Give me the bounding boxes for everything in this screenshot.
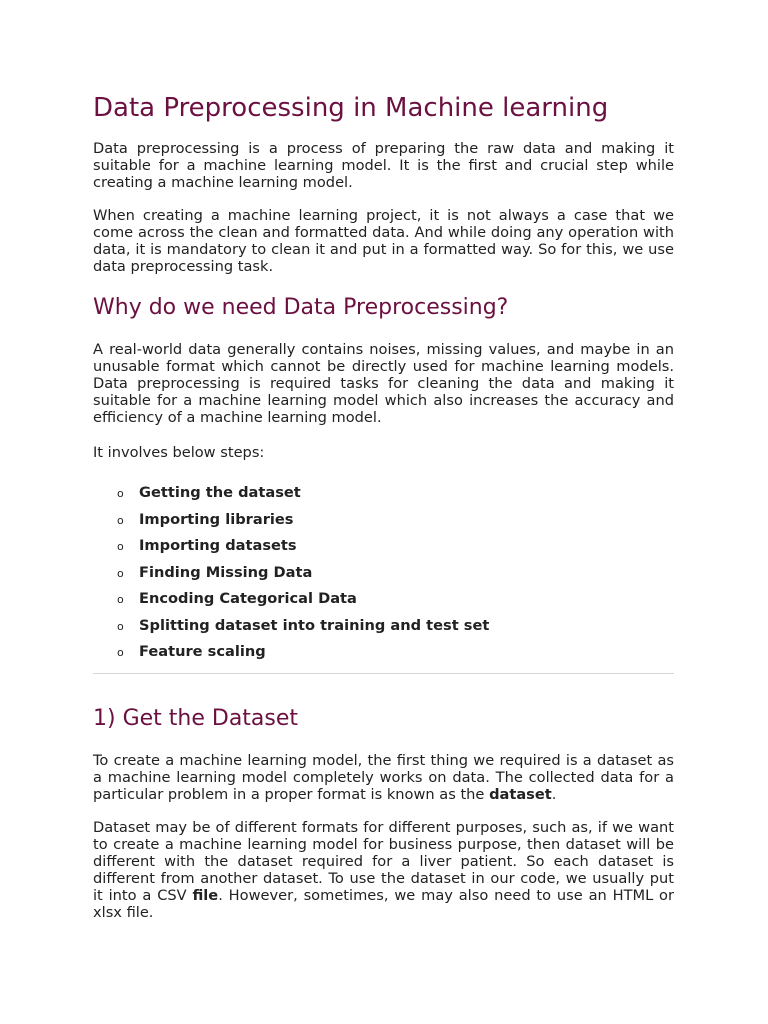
step-label: Splitting dataset into training and test set	[139, 616, 490, 634]
bullet-icon: o	[117, 646, 124, 659]
dataset-paragraph-1	[93, 752, 674, 803]
article	[93, 90, 674, 921]
intro-paragraph-2: When creating a machine learning project, it is not always a case that we come across the clean and formatted data. And while doing any operation with data, it is mandatory to clean it and put in a formatted way. So for this, we use data preprocessing task.	[93, 207, 674, 275]
step-label: Importing datasets	[139, 537, 297, 554]
bullet-icon: o	[117, 566, 124, 580]
bullet-icon: o	[117, 593, 124, 606]
list-item	[117, 511, 674, 538]
dataset-text-end: . However, sometimes, we may also need to use an HTML or xlsx file.	[93, 886, 674, 921]
step-label: Encoding Categorical Data	[139, 590, 357, 607]
intro-paragraph-1: Data preprocessing is a process of preparing the raw data and making it suitable for a machine learning model. It is the first and crucial step while creating a machine learning model.	[93, 140, 674, 191]
why-heading: Why do we need Data Preprocessing?	[93, 295, 509, 320]
get-dataset-heading: 1) Get the Dataset	[93, 705, 299, 731]
list-item	[117, 564, 674, 591]
page-title: Data Preprocessing in Machine learning	[93, 93, 609, 123]
dataset-text: To create a machine learning model, the first thing we required is a dataset as a machine learning model completely works on data. The collected data for a particular problem in a proper format is known as the	[93, 751, 674, 803]
step-label: Feature scaling	[139, 643, 266, 660]
dataset-text-end: .	[551, 785, 557, 803]
step-label: Finding Missing Data	[139, 563, 313, 581]
list-item	[117, 590, 674, 617]
dataset-text: Dataset may be of different formats for different purposes, such as, if we want to create a machine learning model for business purpose, then dataset will be different with the dataset required for a liver patient. So each dataset is different from another dataset. To use the dataset in our code, we usually put it into a CSV	[93, 818, 674, 904]
bullet-icon: o	[117, 513, 124, 527]
list-item	[117, 617, 674, 644]
step-label: Importing libraries	[139, 510, 294, 528]
steps-list	[93, 484, 674, 670]
list-item	[117, 484, 674, 511]
bullet-icon: o	[117, 619, 124, 633]
list-item	[117, 643, 674, 670]
dataset-term: dataset	[489, 785, 552, 803]
steps-intro: It involves below steps:	[93, 444, 265, 461]
file-term: file	[192, 886, 219, 904]
dataset-paragraph-2	[93, 819, 674, 921]
step-label: Getting the dataset	[139, 484, 301, 501]
section-divider	[93, 673, 674, 674]
why-paragraph: A real-world data generally contains noises, missing values, and maybe in an unusable format which cannot be directly used for machine learning models. Data preprocessing is required tasks for cleaning the data and making it suitable for a machine learning model which also increases the accuracy and efficiency of a machine learning model.	[93, 341, 674, 426]
bullet-icon: o	[117, 540, 124, 553]
list-item	[117, 537, 674, 564]
bullet-icon: o	[117, 487, 124, 500]
